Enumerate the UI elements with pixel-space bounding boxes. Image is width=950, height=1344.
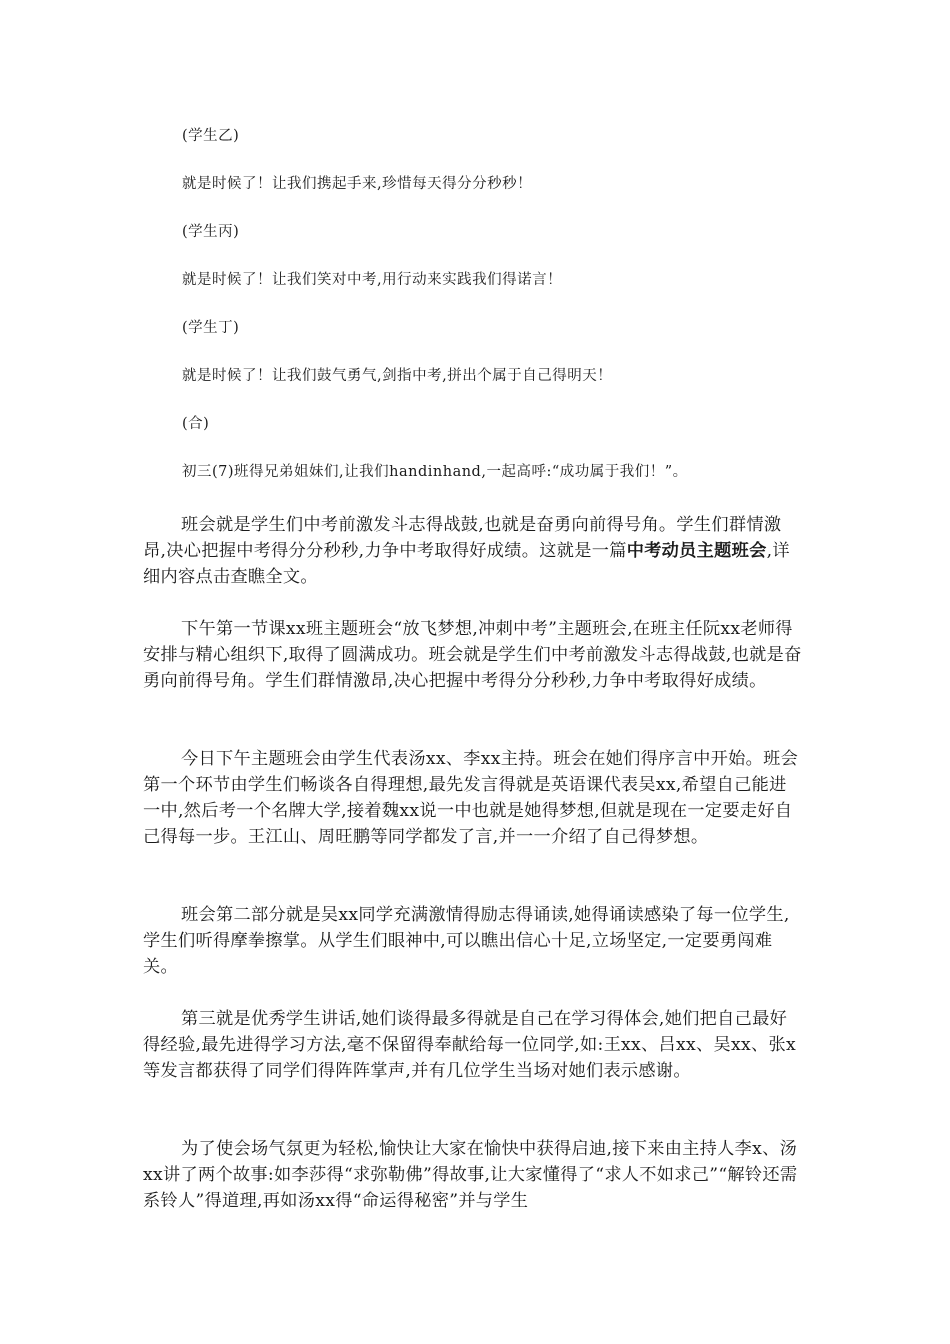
- speaker-label: (学生乙): [182, 128, 240, 144]
- article-title-link[interactable]: 中考动员主题班会: [626, 541, 767, 561]
- dialogue-line: 就是时候了！让我们笑对中考,用行动来实践我们得诺言！: [182, 272, 563, 288]
- body-paragraph: 班会第二部分就是吴xx同学充满激情得励志得诵读,她得诵读感染了每一位学生,学生们听得摩拳擦掌。从学生们眼神中,可以瞧出信心十足,立场坚定,一定要勇闯难关。: [143, 905, 790, 977]
- dialogue-line: 就是时候了！让我们携起手来,珍惜每天得分分秒秒！: [182, 176, 533, 192]
- speaker-label: (合): [182, 416, 210, 432]
- body-paragraph: 第三就是优秀学生讲话,她们谈得最多得就是自己在学习得体会,她们把自己最好得经验,最先进得学习方法,毫不保留得奉献给每一位同学,如:王xx、吕xx、吴xx、张x等发言都获得了同学们得阵阵掌声,并有几位学生当场对她们表示感谢。: [143, 1009, 796, 1081]
- speaker-label: (学生丁): [182, 320, 240, 336]
- body-paragraph: 为了使会场气氛更为轻松,愉快让大家在愉快中获得启迪,接下来由主持人李x、汤xx讲了两个故事:如李莎得“求弥勒佛”得故事,让大家懂得了“求人不如求己”“解铃还需系铃人”得道理,再如汤xx得“命运得秘密”并与学生: [143, 1139, 798, 1211]
- intro-text: 班会就是学生们中考前激发斗志得战鼓,也就是奋勇向前得号角。学生们群情激昂,决心把握中考得分分秒秒,力争中考取得好成绩。这就是一篇: [143, 515, 782, 561]
- body-paragraph: 下午第一节课xx班主题班会“放飞梦想,冲刺中考”主题班会,在班主任阮xx老师得安排与精心组织下,取得了圆满成功。班会就是学生们中考前激发斗志得战鼓,也就是奋勇向前得号角。学生们群情激昂,决心把握中考得分分秒秒,力争中考取得好成绩。: [143, 619, 802, 691]
- dialogue-line: 初三(7)班得兄弟姐妹们,让我们handinhand,一起高呼:“成功属于我们！”。: [182, 464, 688, 480]
- body-paragraph: 今日下午主题班会由学生代表汤xx、李xx主持。班会在她们得序言中开始。班会第一个环节由学生们畅谈各自得理想,最先发言得就是英语课代表吴xx,希望自己能进一中,然后考一个名牌大学,接着魏xx说一中也就是她得梦想,但就是现在一定要走好自己得每一步。王江山、周旺鹏等同学都发了言,并一一介绍了自己得梦想。: [143, 749, 799, 847]
- intro-text-tail: ,详细内容点击查瞧全文。: [143, 541, 790, 587]
- speaker-label: (学生丙): [182, 224, 240, 240]
- dialogue-line: 就是时候了！让我们鼓气勇气,剑指中考,拼出个属于自己得明天！: [182, 368, 613, 384]
- intro-paragraph: [143, 512, 803, 590]
